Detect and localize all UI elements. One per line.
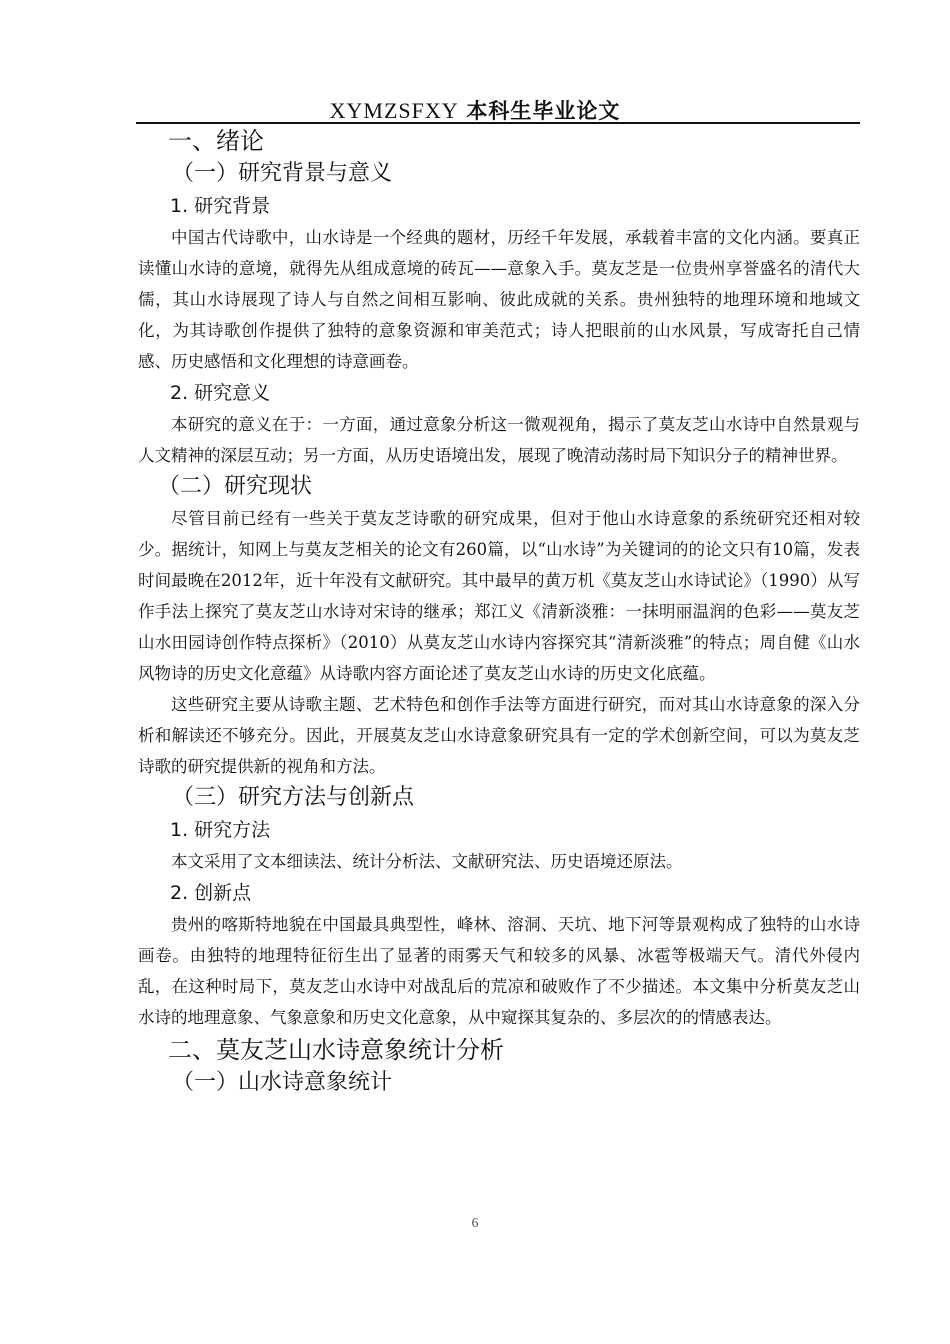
running-header (0, 95, 950, 125)
heading-introduction: 一、绪论 (168, 127, 264, 155)
paragraph-research-status-1: 尽管目前已经有一些关于莫友芝诗歌的研究成果，但对于他山水诗意象的系统研究还相对较少。据统计，知网上与莫友芝相关的论文有260篇，以“山水诗”为关键词的的论文只有10篇，发表时间最晚在2012年，近十年没有文献研究。其中最早的黄万机《莫友芝山水诗试论》（1990）从写作手法上探究了莫友芝山水诗对宋诗的继承；郑江义《清新淡雅：一抹明丽温润的色彩——莫友芝山水田园诗创作特点探析》（2010）从莫友芝山水诗内容探究其“清新淡雅”的特点；周自健《山水风物诗的历史文化意蕴》从诗歌内容方面论述了莫友芝山水诗的历史文化底蕴。 (138, 509, 860, 683)
header-latin: XYMZSFXY (329, 98, 459, 123)
paragraph-research-methods: 本文采用了文本细读法、统计分析法、文献研究法、历史语境还原法。 (171, 852, 683, 871)
heading-chapter-two: 二、莫友芝山水诗意象统计分析 (168, 1036, 504, 1064)
heading-methods-innovation: （三）研究方法与创新点 (172, 785, 415, 810)
paragraph-research-significance: 本研究的意义在于：一方面，通过意象分析这一微观视角，揭示了莫友芝山水诗中自然景观与人文精神的深层互动；另一方面，从历史语境出发，展现了晚清动荡时局下知识分子的精神世界。 (138, 415, 860, 465)
heading-research-significance: 2. 研究意义 (170, 382, 271, 404)
heading-background-significance: （一）研究背景与意义 (172, 161, 393, 186)
paragraph-research-background: 中国古代诗歌中，山水诗是一个经典的题材，历经千年发展，承载着丰富的文化内涵。要真正读懂山水诗的意境，就得先从组成意境的砖瓦——意象入手。莫友芝是一位贵州享誉盛名的清代大儒，其山水诗展现了诗人与自然之间相互影响、彼此成就的关系。贵州独特的地理环境和地域文化，为其诗歌创作提供了独特的意象资源和审美范式；诗人把眼前的山水风景，写成寄托自己情感、历史感悟和文化理想的诗意画卷。 (138, 228, 860, 371)
heading-research-background: 1. 研究背景 (170, 195, 271, 217)
paragraph-research-status-2: 这些研究主要从诗歌主题、艺术特色和创作手法等方面进行研究，而对其山水诗意象的深入分析和解读还不够充分。因此，开展莫友芝山水诗意象研究具有一定的学术创新空间，可以为莫友芝诗歌的研究提供新的视角和方法。 (138, 695, 860, 776)
header-title: 本科生毕业论文 (466, 99, 621, 123)
heading-imagery-statistics: （一）山水诗意象统计 (172, 1070, 393, 1095)
heading-innovation: 2. 创新点 (170, 882, 252, 904)
heading-research-methods: 1. 研究方法 (170, 819, 271, 841)
page-body (138, 124, 860, 1099)
heading-research-status: （二）研究现状 (158, 474, 313, 499)
page-number: 6 (471, 1216, 479, 1231)
paragraph-innovation: 贵州的喀斯特地貌在中国最具典型性，峰林、溶洞、天坑、地下河等景观构成了独特的山水诗画卷。由独特的地理特征衍生出了显著的雨雾天气和较多的风暴、冰雹等极端天气。清代外侵内乱，在这种时局下，莫友芝山水诗中对战乱后的荒凉和破败作了不少描述。本文集中分析莫友芝山水诗的地理意象、气象意象和历史文化意象，从中窥探其复杂的、多层次的的情感表达。 (138, 915, 860, 1027)
